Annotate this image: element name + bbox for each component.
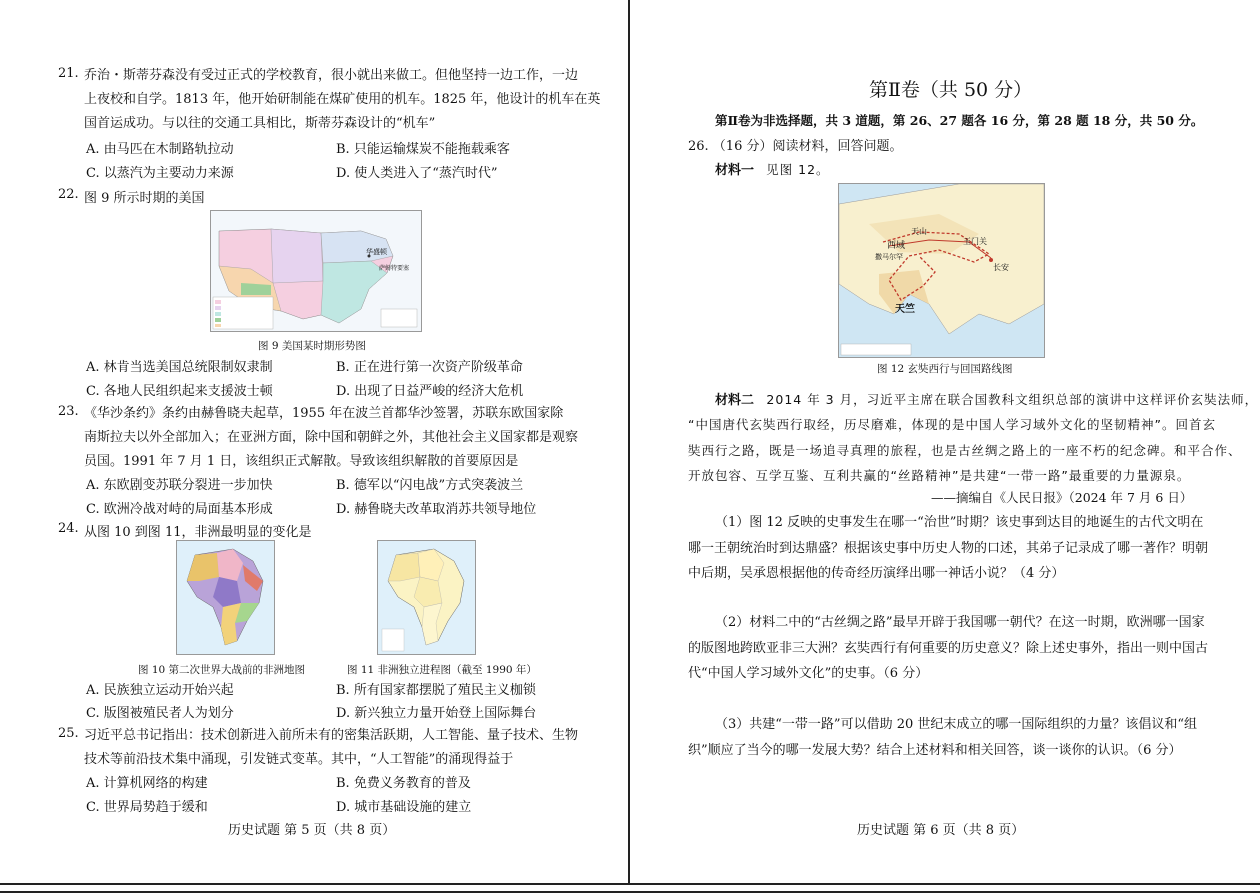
q23-option-b[interactable]: B. 德军以“闪电战”方式突袭波兰 [336, 478, 524, 493]
q24-option-a[interactable]: A. 民族独立运动开始兴起 [86, 683, 234, 698]
q21-option-d[interactable]: D. 使人类进入了“蒸汽时代” [336, 166, 498, 181]
q26-sub-3 [688, 712, 1197, 763]
figure-10-caption: 图 10 第二次世界大战前的非洲地图 [138, 664, 306, 676]
xuanzang-route-map-image [839, 184, 1044, 357]
q21-stem [84, 64, 600, 136]
q22-option-c[interactable]: C. 各地人民组织起来支援波士顿 [86, 384, 273, 399]
page-6-footer: 历史试题 第 6 页（共 8 页） [857, 823, 1025, 838]
map-label-fort-sumter: 萨姆特要塞 [379, 265, 410, 272]
section-2-note: 第Ⅱ卷为非选择题，共 3 道题，第 26、27 题各 16 分，第 28 题 18 分，共 50 分。 [715, 113, 1204, 128]
q22-option-a[interactable]: A. 林肯当选美国总统限制奴隶制 [86, 360, 273, 375]
q22-option-d[interactable]: D. 出现了日益严峻的经济大危机 [336, 384, 524, 399]
q23-stem [84, 402, 578, 474]
material-1-label: 材料一 [715, 163, 755, 178]
q22-option-b[interactable]: B. 正在进行第一次资产阶级革命 [336, 360, 523, 375]
sub-question-line: 哪一王朝统治时到达鼎盛？根据该史事中历史人物的口述，其弟子记录成了哪一著作？明朝 [688, 540, 1209, 556]
q21-line: 乔治・斯蒂芬森没有受过正式的学校教育，很小就出来做工。但他坚持一边工作，一边 [84, 68, 579, 83]
map-label-samarkand: 撒马尔罕 [875, 253, 903, 261]
exam-page-5 [0, 0, 630, 885]
material-2-body [688, 412, 1242, 489]
q25-option-d[interactable]: D. 城市基础设施的建立 [336, 800, 472, 815]
q24-option-b[interactable]: B. 所有国家都摆脱了殖民主义枷锁 [336, 683, 536, 698]
q26-heading: 26. （16 分）阅读材料，回答问题。 [688, 139, 903, 154]
sub-question-line: 织”顺应了当今的哪一发展大势？结合上述材料和相关回答，谈一谈你的认识。（6 分） [688, 742, 1182, 758]
q23-option-c[interactable]: C. 欧洲冷战对峙的局面基本形成 [86, 502, 273, 517]
q25-line: 技术等前沿技术集中涌现，引发链式变革。其中，“人工智能”的涌现得益于 [84, 752, 514, 767]
q23-number: 23. [58, 404, 79, 419]
q24-option-c[interactable]: C. 版图被殖民者人为划分 [86, 706, 234, 721]
material-2-source: ——摘编自《人民日报》（2024 年 7 月 6 日） [931, 490, 1193, 505]
map-label-yumen-pass: 玉门关 [963, 237, 987, 246]
map-label-western-regions: 西域 [887, 241, 906, 251]
q21-number: 21. [58, 66, 79, 81]
q21-option-a[interactable]: A. 由马匹在木制路轨拉动 [86, 142, 234, 157]
section-2-title: 第Ⅱ卷（共 50 分） [869, 79, 1033, 101]
q23-line: 南斯拉夫以外全部加入；在亚洲方面，除中国和朝鲜之外，其他社会主义国家都是观察 [84, 430, 579, 445]
sub-question-line: （3）共建“一带一路”可以借助 20 世纪末成立的哪一国际组织的力量？该倡议和“组 [715, 717, 1198, 732]
q25-option-b[interactable]: B. 免费义务教育的普及 [336, 776, 471, 791]
africa-independence-map-image [378, 541, 475, 654]
map-label-changan: 长安 [993, 263, 1009, 272]
q21-option-b[interactable]: B. 只能运输煤炭不能拖载乘客 [336, 142, 510, 157]
q22-number: 22. [58, 187, 79, 202]
q26-sub-2 [688, 610, 1208, 687]
q25-stem [84, 724, 578, 772]
africa-prewar-map-image [177, 541, 274, 654]
q22-stem: 图 9 所示时期的美国 [84, 191, 205, 206]
q23-option-a[interactable]: A. 东欧剧变苏联分裂进一步加快 [86, 478, 273, 493]
q25-option-c[interactable]: C. 世界局势趋于缓和 [86, 800, 208, 815]
map-label-washington: 华盛顿 [366, 248, 387, 256]
sub-question-line: （2）材料二中的“古丝绸之路”最早开辟于我国哪一朝代？在这一时期，欧洲哪一国家 [715, 615, 1205, 630]
africa-map-figure-10 [176, 540, 275, 655]
page-5-footer: 历史试题 第 5 页（共 8 页） [228, 823, 396, 838]
q25-number: 25. [58, 726, 79, 741]
material-1 [715, 159, 830, 178]
africa-independence-map-figure-11 [377, 540, 476, 655]
q21-option-c[interactable]: C. 以蒸汽为主要动力来源 [86, 166, 234, 181]
sub-question-line: 代“中国人学习域外文化”的史事。（6 分） [688, 666, 929, 681]
xuanzang-route-map-figure-12 [838, 183, 1045, 358]
q24-number: 24. [58, 521, 79, 536]
figure-11-caption: 图 11 非洲独立进程图（截至 1990 年） [347, 664, 537, 676]
q21-line: 国首运成功。与以往的交通工具相比，斯蒂芬森设计的“机车” [84, 116, 436, 131]
material-2-line: 开放包容、互学互鉴、互利共赢的“丝路精神”是共建“一带一路”最重要的力量源泉。 [688, 468, 1191, 483]
bottom-rule [0, 883, 1260, 893]
q23-option-d[interactable]: D. 赫鲁晓夫改革取消苏共领导地位 [336, 502, 537, 517]
figure-9-caption: 图 9 美国某时期形势图 [258, 340, 366, 352]
us-map-figure-9 [210, 210, 422, 332]
material-2-label: 材料二 [715, 393, 755, 408]
sub-question-line: （1）图 12 反映的史事发生在哪一“治世”时期？该史事到达目的地诞生的古代文明在 [715, 515, 1204, 530]
q23-line: 员国。1991 年 7 月 1 日，该组织正式解散。导致该组织解散的首要原因是 [84, 454, 519, 469]
q24-stem: 从图 10 到图 11，非洲最明显的变化是 [84, 525, 312, 540]
exam-page-6 [631, 0, 1260, 885]
sub-question-line: 中后期，吴承恩根据他的传奇经历演绎出哪一神话小说？（4 分） [688, 566, 1065, 581]
q26-sub-1 [688, 510, 1208, 587]
q24-option-d[interactable]: D. 新兴独立力量开始登上国际舞台 [336, 706, 537, 721]
material-2-line: 2014 年 3 月，习近平主席在联合国教科文组织总部的演讲中这样评价玄奘法师， [766, 392, 1259, 407]
material-1-text: 见图 12。 [766, 162, 830, 177]
figure-12-caption: 图 12 玄奘西行与回国路线图 [877, 363, 1013, 375]
q21-line: 上夜校和自学。1813 年，他开始研制能在煤矿使用的机车。1825 年，他设计的机车在英 [84, 92, 601, 107]
map-label-india: 天竺 [895, 304, 915, 315]
q23-line: 《华沙条约》条约由赫鲁晓夫起草，1955 年在波兰首都华沙签署，苏联东欧国家除 [84, 406, 564, 421]
q25-option-a[interactable]: A. 计算机网络的构建 [86, 776, 208, 791]
map-label-tianshan: 天山 [911, 227, 927, 236]
sub-question-line: 的版图地跨欧亚非三大洲？玄奘西行有何重要的历史意义？除上述史事外，指出一则中国古 [688, 640, 1209, 656]
material-2-line: 奘西行之路，既是一场追寻真理的旅程，也是古丝绸之路上的一座不朽的纪念碑。和平合作、 [688, 442, 1242, 458]
material-2 [715, 387, 1258, 413]
q25-line: 习近平总书记指出：技术创新进入前所未有的密集活跃期，人工智能、量子技术、生物 [84, 728, 579, 743]
material-2-line: “中国唐代玄奘西行取经，历尽磨难，体现的是中国人学习域外文化的坚韧精神”。回首玄 [688, 417, 1216, 432]
